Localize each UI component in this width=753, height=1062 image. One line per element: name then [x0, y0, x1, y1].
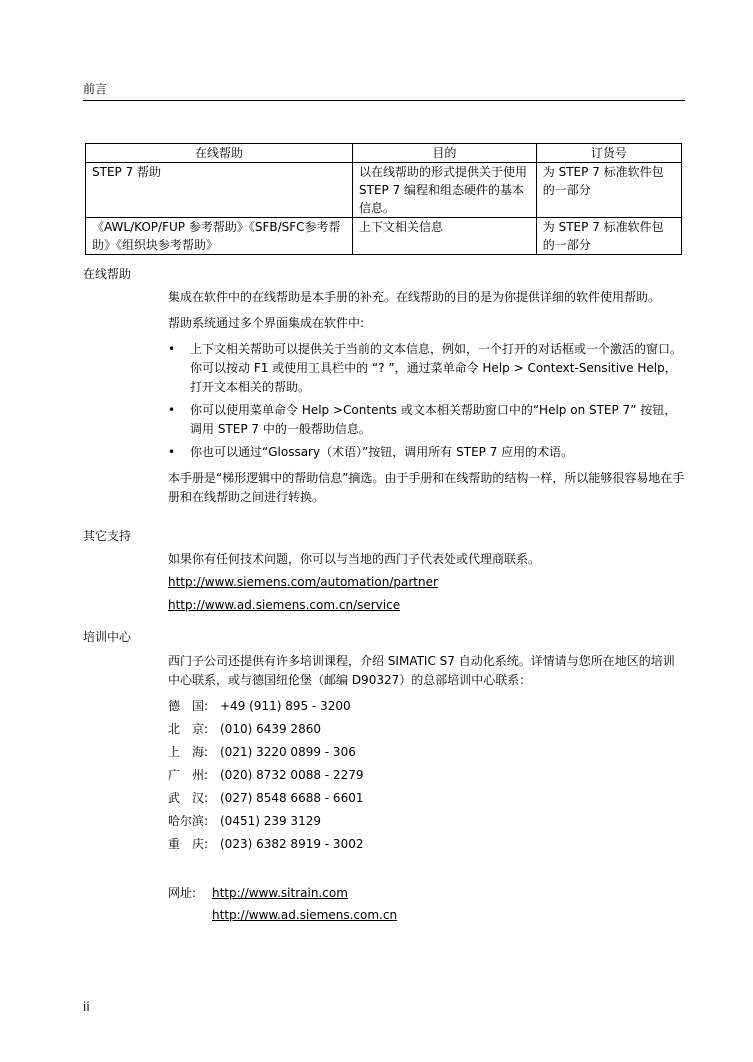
contact-city: 上 海:	[168, 745, 209, 759]
contact-row	[168, 743, 685, 762]
list-item: • 你也可以通过“Glossary（术语）”按钮，调用所有 STEP 7 应用的术语。	[168, 443, 685, 462]
paragraph: 集成在软件中的在线帮助是本手册的补充。在线帮助的目的是为你提供详细的软件使用帮助。	[168, 290, 661, 304]
contact-row	[168, 812, 685, 831]
table-cell: 以在线帮助的形式提供关于使用STEP 7 编程和组态硬件的基本信息。	[353, 163, 537, 218]
page-number: ii	[83, 1000, 90, 1014]
contact-row	[168, 720, 685, 739]
contact-phone: (010) 6439 2860	[220, 722, 321, 736]
ad-siemens-link[interactable]: http://www.ad.siemens.com.cn	[212, 908, 398, 922]
table-header-row	[86, 144, 682, 163]
contact-phone: (023) 6382 8919 - 3002	[220, 837, 364, 851]
contact-city: 武 汉:	[168, 791, 209, 805]
section-label-online-help: 在线帮助	[83, 267, 132, 281]
list-item: • 你可以使用菜单命令 Help >Contents 或文本相关帮助窗口中的“Help on STEP 7” 按钮，调用 STEP 7 中的一般帮助信息。	[168, 401, 685, 439]
other-support-section	[168, 550, 685, 619]
table-header-cell: 在线帮助	[86, 144, 353, 163]
contact-city: 哈尔滨:	[168, 814, 209, 828]
contact-phone: (021) 3220 0899 - 306	[220, 745, 356, 759]
table-cell: 《AWL/KOP/FUP 参考帮助》《SFB/SFC参考帮助》《组织块参考帮助》	[86, 218, 353, 255]
contact-phone: (027) 8548 6688 - 6601	[220, 791, 364, 805]
training-section	[168, 652, 685, 858]
paragraph: 西门子公司还提供有许多培训课程，介绍 SIMATIC S7 自动化系统。详情请与您所在地区的培训中心联系，或与德国纽伦堡（邮编 D90327）的总部培训中心联系：	[168, 654, 675, 687]
table-cell: 上下文相关信息	[353, 218, 537, 255]
paragraph: 如果你有任何技术问题，你可以与当地的西门子代表处或代理商联系。	[168, 552, 541, 566]
table-header-cell: 目的	[353, 144, 537, 163]
contact-row	[168, 789, 685, 808]
table-header-cell: 订货号	[536, 144, 681, 163]
help-table	[85, 143, 682, 255]
contact-city: 重 庆:	[168, 837, 209, 851]
contact-phone: +49 (911) 895 - 3200	[220, 699, 351, 713]
contact-row	[168, 697, 685, 716]
bullet-list	[168, 340, 685, 462]
sitrain-link[interactable]: http://www.sitrain.com	[212, 886, 348, 900]
paragraph: 本手册是“梯形逻辑中的帮助信息”摘选。由于手册和在线帮助的结构一样，所以能够很容易地在手册和在线帮助之间进行转换。	[168, 471, 685, 504]
header-divider	[83, 100, 685, 101]
contact-row	[168, 835, 685, 854]
contact-city: 北 京:	[168, 722, 209, 736]
list-item: • 上下文相关帮助可以提供关于当前的文本信息，例如，一个打开的对话框或一个激活的窗口。你可以按动 F1 或使用工具栏中的 “? ”，通过菜单命令 Help > Context-Sensitive Help，打开文本相关的帮助。	[168, 340, 685, 397]
contact-row	[168, 766, 685, 785]
contact-city: 德 国:	[168, 699, 209, 713]
table-cell: 为 STEP 7 标准软件包的一部分	[536, 218, 681, 255]
contact-city: 广 州:	[168, 768, 209, 782]
paragraph: 帮助系统通过多个界面集成在软件中:	[168, 316, 365, 330]
table-row	[86, 218, 682, 255]
website-block	[168, 882, 397, 926]
website-label: 网址:	[168, 886, 197, 900]
table-cell: STEP 7 帮助	[86, 163, 353, 218]
section-label-training: 培训中心	[83, 630, 132, 644]
table-row	[86, 163, 682, 218]
contact-phone: (020) 8732 0088 - 2279	[220, 768, 364, 782]
page-header: 前言	[83, 82, 108, 96]
contact-phone: (0451) 239 3129	[220, 814, 321, 828]
table-cell: 为 STEP 7 标准软件包的一部分	[536, 163, 681, 218]
service-link[interactable]: http://www.ad.siemens.com.cn/service	[168, 598, 401, 612]
partner-link[interactable]: http://www.siemens.com/automation/partner	[168, 575, 438, 589]
section-label-other-support: 其它支持	[83, 529, 132, 543]
online-help-section	[168, 288, 685, 514]
